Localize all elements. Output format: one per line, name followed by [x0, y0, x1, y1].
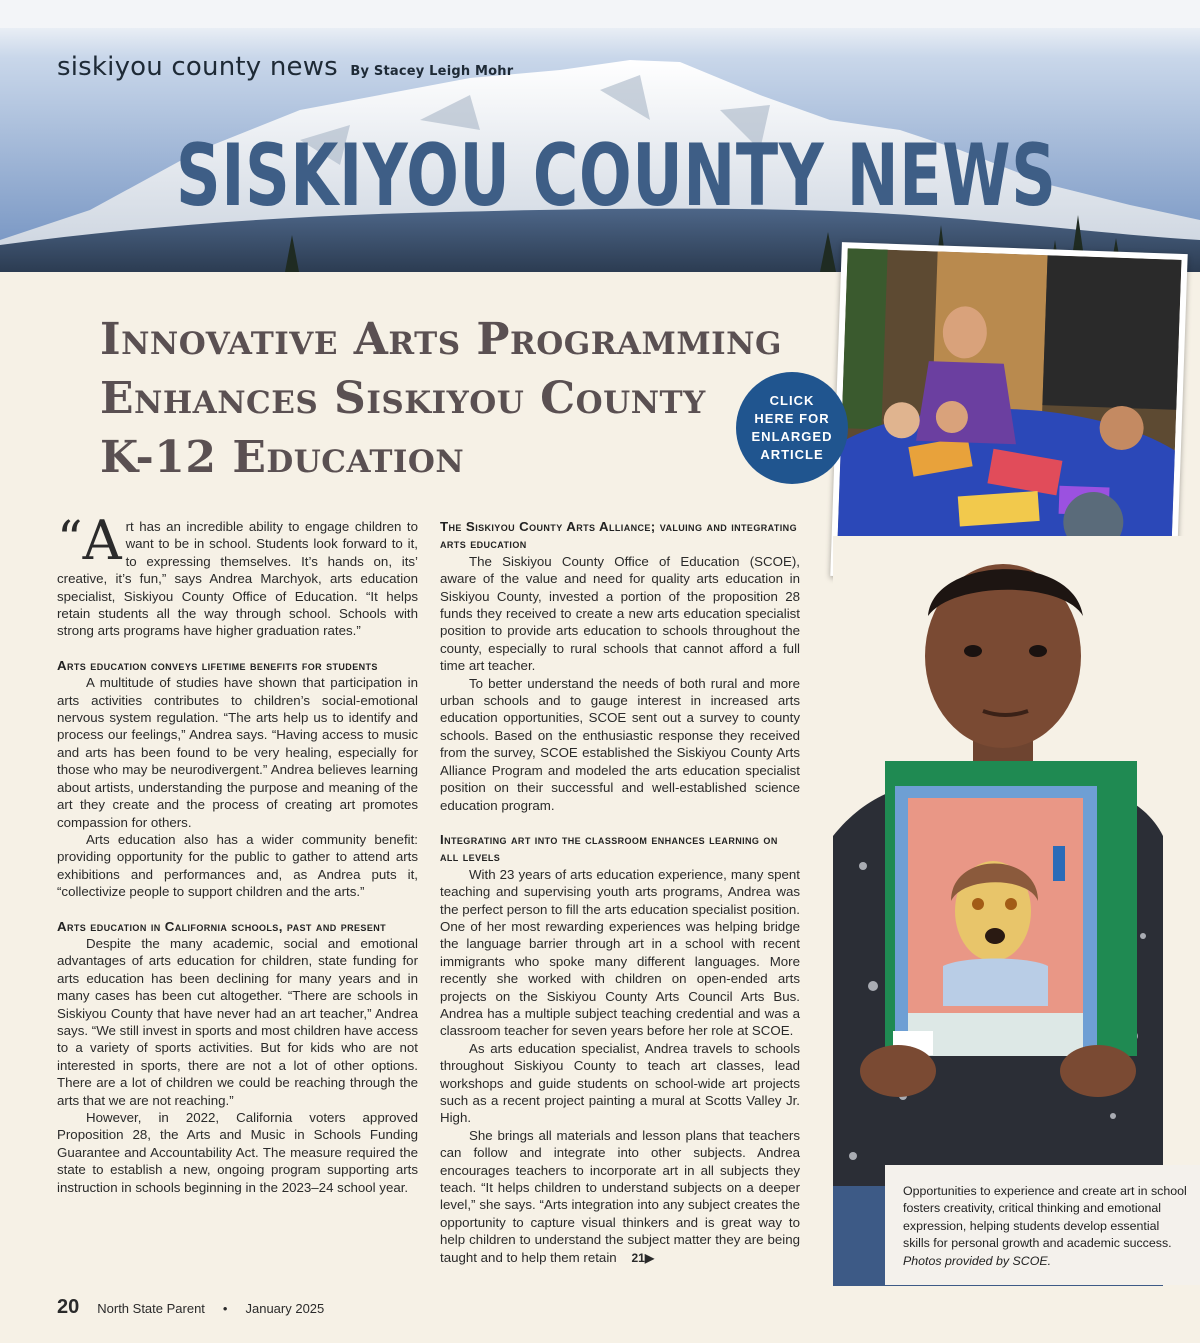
paragraph: With 23 years of arts education experience, many spent teaching and supervising youth arts programs, Andrea was the perfect person to fill the arts education specialist position. One of her most rewarding experiences was helping bridge the language barrier through art in a school with recent immigrants who spoke many different languages. More recently she worked with children on open-ended arts projects on the Siskiyou County Arts Council Arts Bus. Andrea has a multiple subject teaching credential and was a classroom teacher for seven years before her role at SCOE. — [440, 866, 800, 1039]
paragraph: Arts education also has a wider community benefit: providing opportunity for the public to gather to attend arts exhibitions and performances and, as Andrea puts it, “collectivize people to support children and the arts.” — [57, 831, 418, 900]
play-arrow-icon: ▶ — [644, 1250, 655, 1265]
subhead-arts-alliance: The Siskiyou County Arts Alliance; valuing and integrating arts education — [440, 519, 797, 552]
title-line-2: Enhances Siskiyou County — [100, 373, 706, 424]
masthead-title: SISKIYOU COUNTY NEWS — [176, 126, 1057, 226]
drop-cap-letter: A — [82, 509, 122, 572]
subhead-california-schools: Arts education in California schools, past and present — [57, 918, 387, 934]
badge-line-3: ENLARGED — [751, 429, 833, 444]
paragraph: Despite the many academic, social and emotional advantages of arts education for children, state funding for arts education has been declining for many years and in many cases has been cut altogether. “There are schools in Siskiyou County that have never had an art teacher,” Andrea says. “We still invest in sports and most children have access to a variety of sports activities. But for kids who are not interested in sports, there are not a lot of other options. There are a lot of children we could be reaching through the arts that we are not reaching.” — [57, 935, 418, 1108]
caption-text: Opportunities to experience and create art in school fosters creativity, critical thinking and emotional expression, helping students develop essential skills for personal growth and academic success. — [903, 1184, 1187, 1251]
paragraph: However, in 2022, California voters approved Proposition 28, the Arts and Music in Schools Funding Guarantee and Accountability Act. The measure required the state to establish a new, ongoing program supporting arts instruction in schools beginning in the 2023–24 school year. — [57, 1110, 418, 1195]
paragraph: As arts education specialist, Andrea travels to schools throughout Siskiyou County to teach art classes, lead workshops and guide students on school-wide art projects such as a recent project painting a mural at Scotts Valley Jr. High. — [440, 1040, 800, 1126]
article-column-1 — [57, 509, 418, 1196]
enlarge-article-button[interactable] — [736, 372, 848, 484]
issue-date: January 2025 — [245, 1301, 325, 1316]
continued-on-page[interactable] — [631, 1251, 654, 1265]
badge-line-2: HERE FOR — [754, 411, 830, 426]
continued-page-number: 21 — [631, 1250, 645, 1265]
header-banner — [0, 0, 1200, 272]
paragraph: To better understand the needs of both rural and more urban schools and to gauge interest in increased arts education opportunities, SCOE sent out a survey to county schools. Based on the enthusiastic response they received from the survey, SCOE established the Siskiyou County Arts Alliance Program and modeled the arts education specialist position on their successful and well-established science education program. — [440, 675, 800, 813]
publication-name: North State Parent — [97, 1301, 205, 1316]
caption-credit: Photos provided by SCOE. — [903, 1253, 1052, 1268]
photo-caption — [885, 1165, 1200, 1285]
classroom-photo-image — [836, 248, 1181, 581]
paragraph: The Siskiyou County Office of Education (SCOE), aware of the value and need for quality arts education in Siskiyou County, invested a portion of the proposition 28 funds they received to create a new arts education specialist position to provide arts education to schools throughout the county, especially to rural schools that cannot afford a full time art teacher. — [440, 553, 800, 674]
page-number: 20 — [57, 1296, 80, 1318]
badge-line-4: ARTICLE — [760, 447, 824, 462]
badge-line-1: CLICK — [769, 393, 815, 408]
drop-cap-quote: “ — [57, 510, 83, 568]
byline: By Stacey Leigh Mohr — [350, 64, 514, 79]
drop-cap — [57, 509, 122, 572]
article-title — [100, 310, 840, 487]
intro-text: rt has an incredible ability to engage children to want to be in school. Students look forward to it, to expressing themselves. It’s hands on, its’ creative, it’s fun,” says Andrea Marchyok, arts education specialist, Siskiyou County Office of Education. “It helps retain students all the way through school. Schools with strong arts programs have higher graduation rates.” — [57, 519, 418, 639]
title-line-1: Innovative Arts Programming — [100, 314, 782, 365]
paragraph-text: She brings all materials and lesson plans that teachers can follow and integrate into other subjects. Andrea encourages teachers to incorporate art in all subjects they teach. “It helps children to understand subjects on a deeper level,” she says. “Arts integration into any subject creates the opportunity to capture visual thinkers and is great way to help children to understand the subject matter they are being taught and to help them retain — [440, 1127, 800, 1265]
section-kicker — [57, 52, 513, 82]
subhead-integrating-art: Integrating art into the classroom enhances learning on all levels — [440, 831, 778, 865]
footer-separator: • — [222, 1301, 228, 1316]
paragraph — [440, 1127, 800, 1267]
title-line-3: K-12 Education — [100, 432, 465, 483]
article-column-2 — [440, 518, 800, 1267]
page-footer — [57, 1296, 324, 1319]
subhead-lifetime-benefits: Arts education conveys lifetime benefits for students — [57, 657, 378, 673]
kicker-text: siskiyou county news — [57, 52, 338, 82]
paragraph: A multitude of studies have shown that participation in arts activities contributes to children’s social-emotional nervous system regulation. “The arts help us to identify and process our feelings,” Andrea says. “Having access to music and arts has been found to be very healing, especially for those who may be neurodivergent.” Andrea believes learning about artists, understanding the purpose and meaning of the art they create and the process of creating art promotes compassion for others. — [57, 675, 418, 830]
intro-paragraph — [57, 509, 418, 640]
